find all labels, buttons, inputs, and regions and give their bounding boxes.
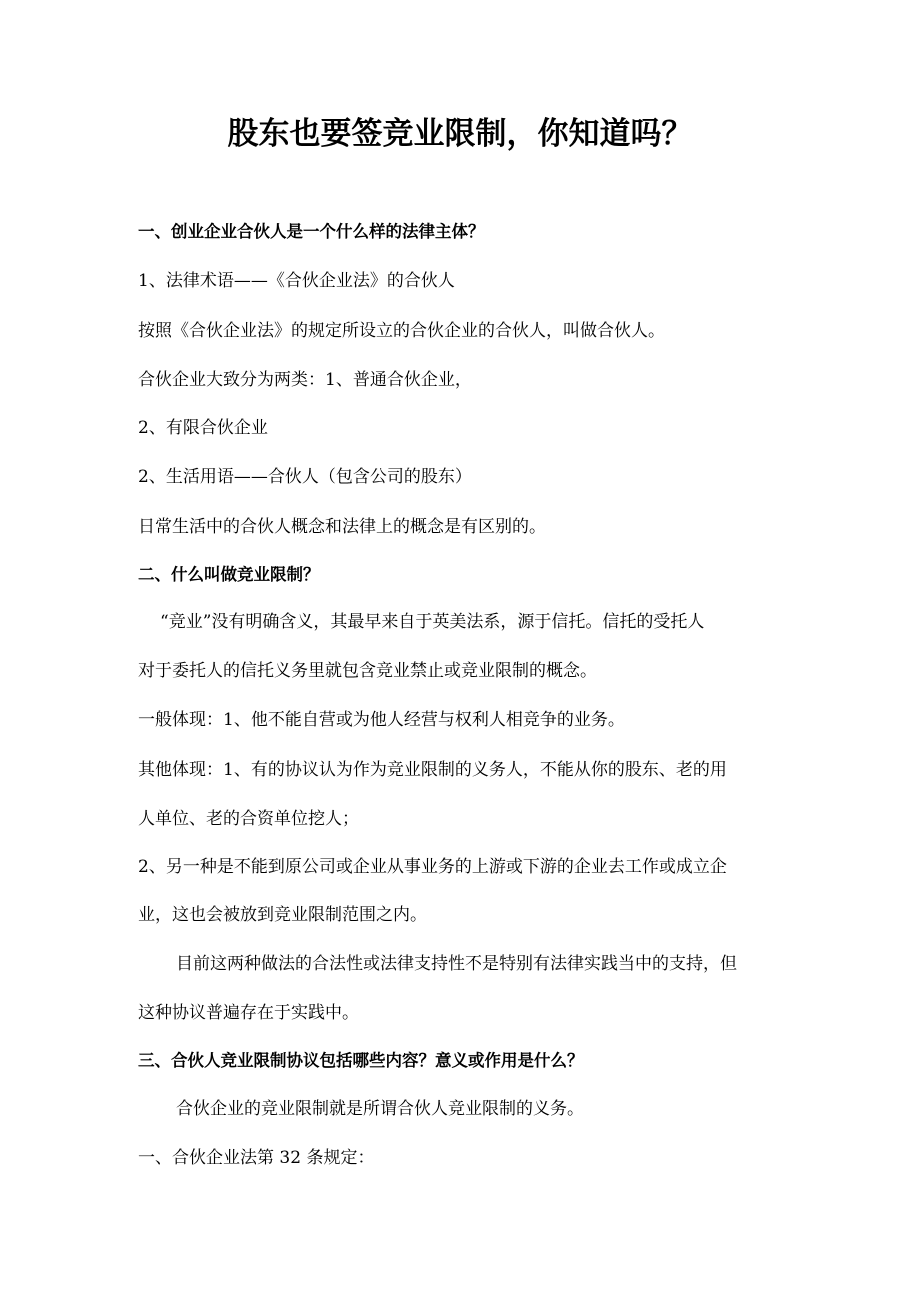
paragraph-line: 对于委托人的信托义务里就包含竞业禁止或竞业限制的概念。	[138, 661, 597, 681]
section-heading-2: 二、什么叫做竞业限制？	[138, 565, 320, 584]
paragraph-line: 2、另一种是不能到原公司或企业从事业务的上游或下游的企业去工作或成立企	[138, 857, 727, 877]
paragraph-line: 业，这也会被放到竞业限制范围之内。	[138, 905, 427, 925]
paragraph-line: 合伙企业大致分为两类：1、普通合伙企业，	[138, 370, 472, 390]
paragraph-line: 一、合伙企业法第 32 条规定：	[138, 1148, 375, 1168]
paragraph-line: 这种协议普遍存在于实践中。	[138, 1003, 359, 1023]
paragraph-line: 人单位、老的合资单位挖人；	[138, 809, 359, 829]
paragraph-line: 日常生活中的合伙人概念和法律上的概念是有区别的。	[138, 517, 546, 537]
section-heading-3: 三、合伙人竞业限制协议包括哪些内容？意义或作用是什么？	[138, 1051, 584, 1070]
paragraph-line: 目前这两种做法的合法性或法律支持性不是特别有法律实践当中的支持，但	[176, 954, 737, 974]
paragraph-line: “竞业”没有明确含义，其最早来自于英美法系，源于信托。信托的受托人	[160, 612, 705, 632]
section-heading-1: 一、创业企业合伙人是一个什么样的法律主体？	[138, 222, 485, 241]
paragraph-line: 按照《合伙企业法》的规定所设立的合伙企业的合伙人，叫做合伙人。	[138, 321, 665, 341]
paragraph-line: 2、有限合伙企业	[138, 418, 268, 438]
paragraph-line: 一般体现：1、他不能自营或为他人经营与权利人相竞争的业务。	[138, 710, 625, 730]
paragraph-line: 合伙企业的竞业限制就是所谓合伙人竞业限制的义务。	[176, 1099, 584, 1119]
paragraph-line: 2、生活用语——合伙人（包含公司的股东）	[138, 467, 472, 487]
paragraph-line: 其他体现：1、有的协议认为作为竞业限制的义务人，不能从你的股东、老的用	[138, 760, 727, 780]
paragraph-line: 1、法律术语——《合伙企业法》的合伙人	[138, 271, 455, 291]
document-title: 股东也要签竞业限制，你知道吗？	[227, 116, 693, 152]
